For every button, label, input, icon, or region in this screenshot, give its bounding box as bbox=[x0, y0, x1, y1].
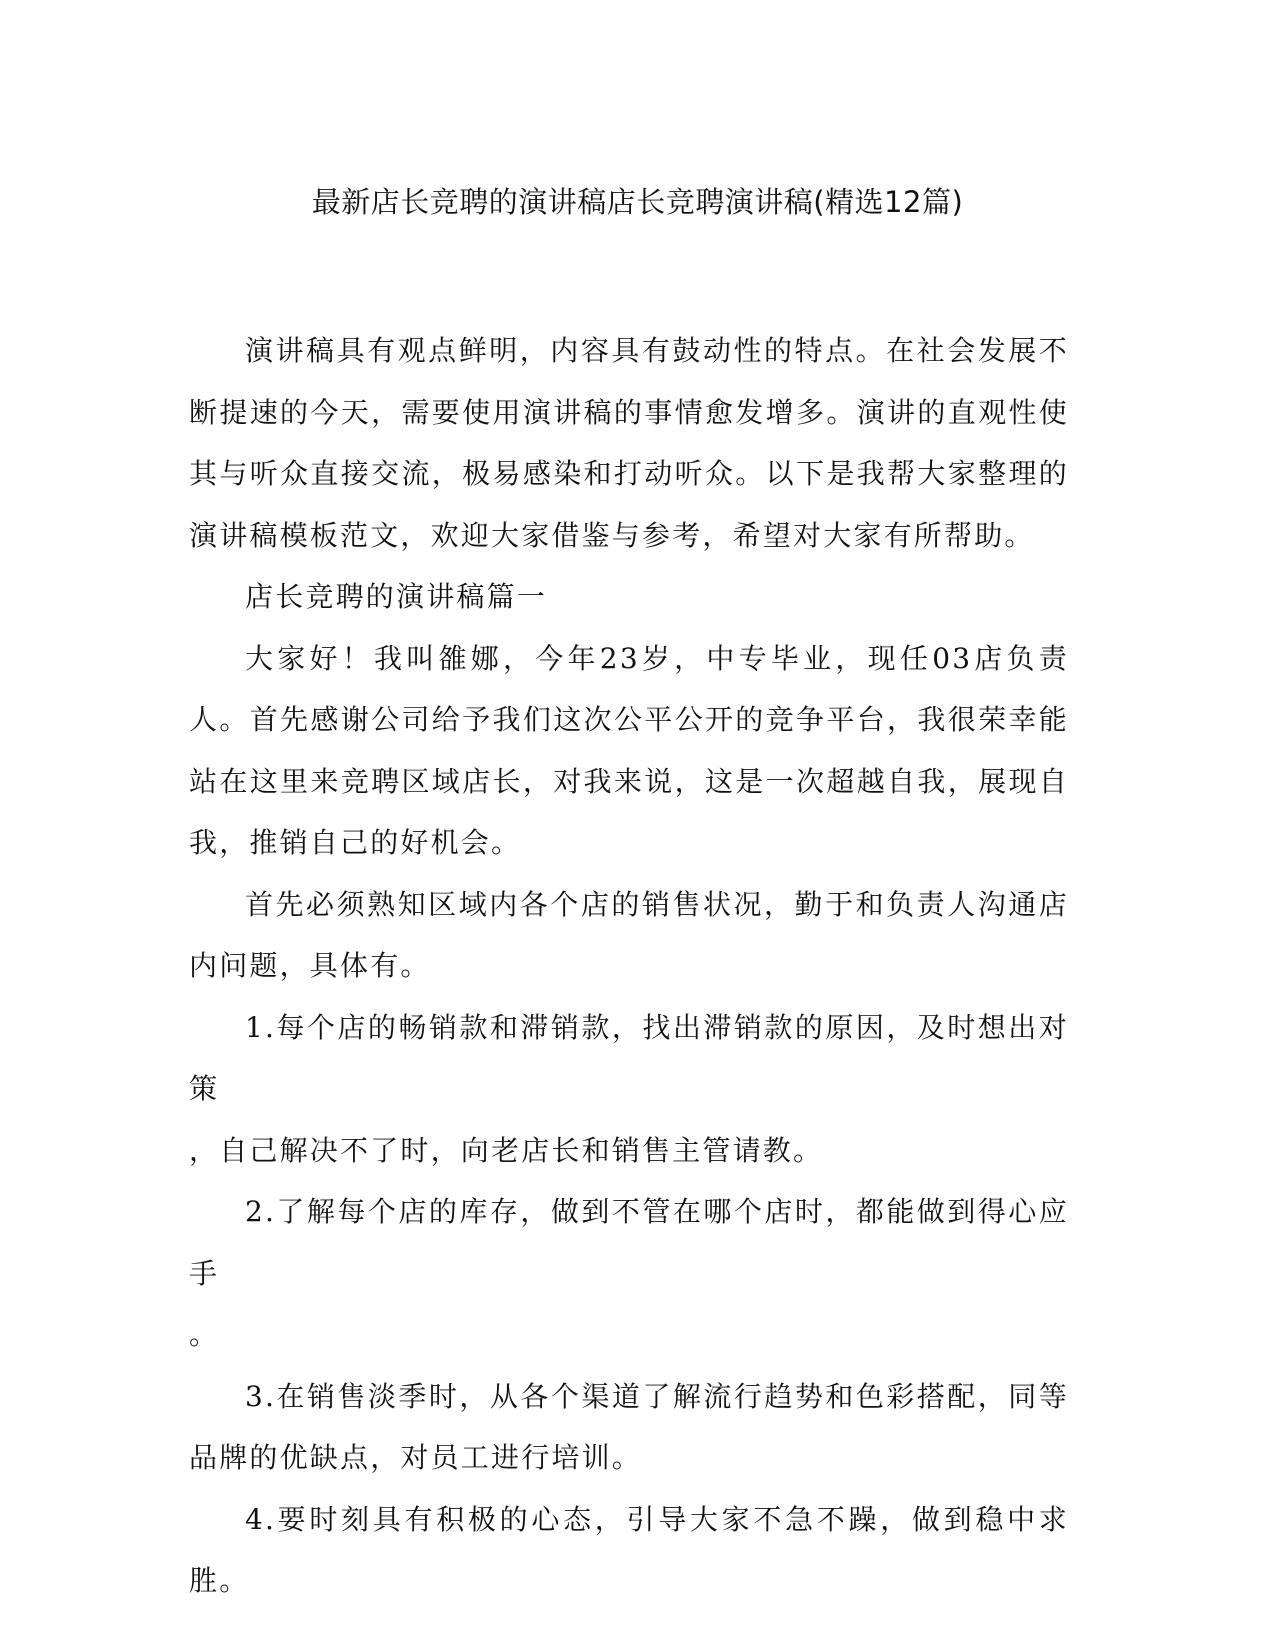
document-body bbox=[189, 320, 1069, 1612]
section-heading: 店长竞聘的演讲稿篇一 bbox=[245, 580, 548, 613]
intro-paragraph: 演讲稿具有观点鲜明，内容具有鼓动性的特点。在社会发展不断提速的今天，需要使用演讲稿的事情愈发增多。演讲的直观性使其与听众直接交流，极易感染和打动听众。以下是我帮大家整理的演讲稿模板范文，欢迎大家借鉴与参考，希望对大家有所帮助。 bbox=[189, 334, 1069, 552]
document-title: 最新店长竞聘的演讲稿店长竞聘演讲稿(精选12篇) bbox=[311, 185, 964, 219]
list-item-1-continued: ，自己解决不了时，向老店长和销售主管请教。 bbox=[189, 1133, 824, 1167]
list-item-2-continued: 。 bbox=[189, 1318, 220, 1351]
list-item-3: 3.在销售淡季时，从各个渠道了解流行趋势和色彩搭配，同等品牌的优缺点，对员工进行培训。 bbox=[189, 1379, 1069, 1474]
list-item-1: 1.每个店的畅销款和滞销款，找出滞销款的原因，及时想出对策 bbox=[189, 1010, 1069, 1105]
list-item-2: 2.了解每个店的库存，做到不管在哪个店时，都能做到得心应手 bbox=[189, 1195, 1069, 1290]
greeting-paragraph: 大家好！我叫雒娜，今年23岁，中专毕业，现任03店负责人。首先感谢公司给予我们这次公平公开的竞争平台，我很荣幸能站在这里来竞聘区域店长，对我来说，这是一次超越自我，展现自我，推销自己的好机会。 bbox=[189, 641, 1069, 859]
list-item-4: 4.要时刻具有积极的心态，引导大家不急不躁，做到稳中求胜。 bbox=[189, 1502, 1069, 1597]
duties-paragraph: 首先必须熟知区域内各个店的销售状况，勤于和负责人沟通店内问题，具体有。 bbox=[189, 887, 1069, 982]
